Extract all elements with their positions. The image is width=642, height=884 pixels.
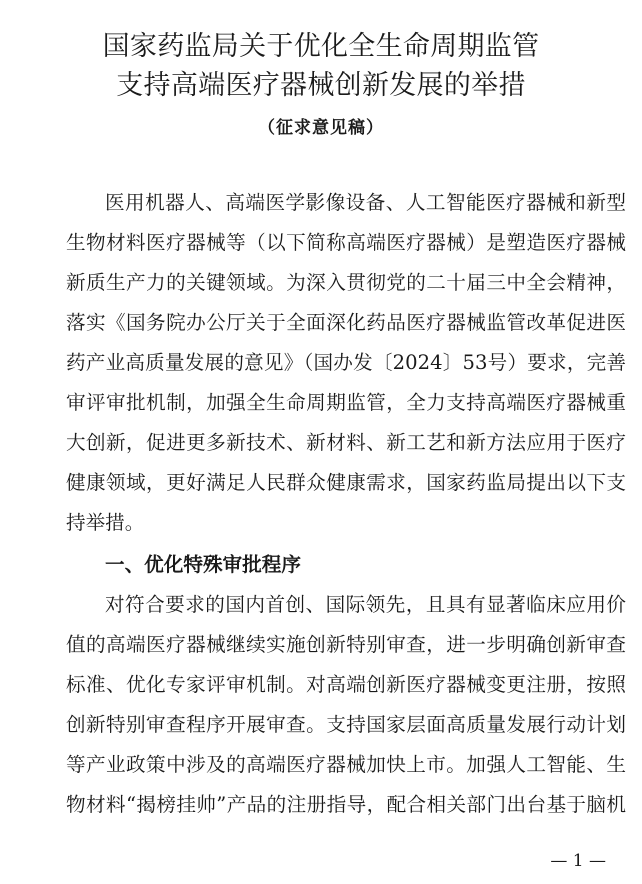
section1-line: 创新特别审查程序开展审查。支持国家层面高质量发展行动计划 [66, 713, 626, 736]
document-subtitle: （征求意见稿） [258, 118, 384, 138]
intro-line: 落实《国务院办公厅关于全面深化药品医疗器械监管改革促进医 [66, 311, 626, 334]
section1-line: 等产业政策中涉及的高端医疗器械加快上市。加强人工智能、生 [66, 753, 626, 776]
section1-line: 值的高端医疗器械继续实施创新特别审查，进一步明确创新审查 [66, 633, 626, 656]
intro-line: 药产业高质量发展的意见》（国办发〔2024〕53号）要求，完善 [66, 351, 626, 374]
intro-line: 新质生产力的关键领域。为深入贯彻党的二十届三中全会精神， [66, 271, 626, 294]
intro-line: 医用机器人、高端医学影像设备、人工智能医疗器械和新型 [105, 191, 626, 214]
section-heading-1: 一、优化特殊审批程序 [105, 553, 301, 576]
page-number: — 1 — [550, 851, 606, 871]
section1-line: 对符合要求的国内首创、国际领先，且具有显著临床应用价 [105, 593, 626, 616]
intro-line: 持举措。 [66, 511, 145, 534]
document-title-line-2: 支持高端医疗器械创新发展的举措 [116, 70, 526, 101]
intro-line: 大创新，促进更多新技术、新材料、新工艺和新方法应用于医疗 [66, 431, 626, 454]
section1-line: 物材料“揭榜挂帅”产品的注册指导，配合相关部门出台基于脑机 [66, 793, 626, 816]
intro-line: 健康领域，更好满足人民群众健康需求，国家药监局提出以下支 [66, 471, 626, 494]
document-title-line-1: 国家药监局关于优化全生命周期监管 [102, 31, 540, 62]
intro-line: 生物材料医疗器械等（以下简称高端医疗器械）是塑造医疗器械 [66, 231, 626, 254]
section1-line: 标准、优化专家评审机制。对高端创新医疗器械变更注册，按照 [66, 673, 626, 696]
intro-line: 审评审批机制，加强全生命周期监管，全力支持高端医疗器械重 [66, 391, 626, 414]
